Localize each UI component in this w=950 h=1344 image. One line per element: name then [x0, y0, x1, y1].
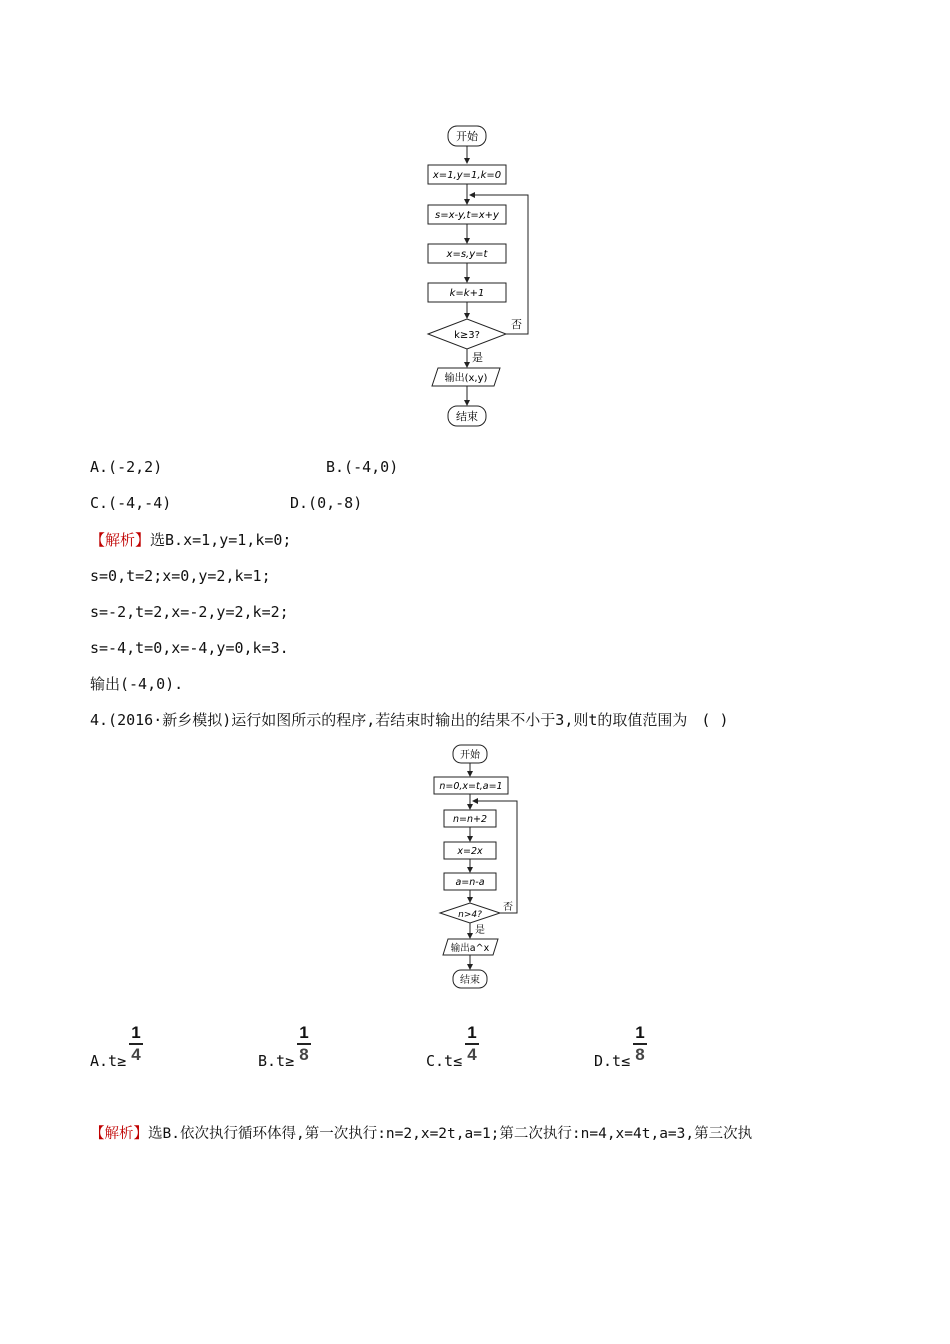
q4-option-b-fraction — [297, 1024, 311, 1064]
flowchart-output-text: 输出(x,y) — [444, 373, 488, 384]
fraction-numerator: 1 — [467, 1023, 477, 1042]
solution-text: 选B.x=1,y=1,k=0; — [150, 531, 292, 549]
q4-answer-bracket: ( ) — [701, 711, 729, 729]
flowchart-end-text: 结束 — [460, 975, 480, 986]
solution-tag: 【解析】 — [90, 1126, 148, 1142]
flowchart-yes-label: 是 — [472, 351, 483, 364]
fraction-denominator: 8 — [635, 1045, 645, 1064]
flowchart-step3-text: a=n-a — [455, 877, 485, 888]
flowchart-output-text: 输出a^x — [450, 943, 490, 954]
fraction-denominator: 8 — [299, 1045, 309, 1064]
q3-option-c: C.(-4,-4) — [90, 494, 172, 512]
fraction-denominator: 4 — [467, 1045, 477, 1064]
flowchart-end-text: 结束 — [456, 410, 478, 423]
q4-solution — [90, 1124, 752, 1144]
q3-option-b: B.(-4,0) — [326, 458, 399, 476]
flowchart-step1-text: n=n+2 — [452, 814, 488, 825]
q4-stem-text: 4.(2016·新乡模拟)运行如图所示的程序,若结束时输出的结果不小于3,则t的取值范围为 — [90, 711, 688, 729]
flowchart-2 — [420, 740, 530, 990]
flowchart-yes-label: 是 — [475, 925, 485, 936]
flowchart-no-label: 否 — [511, 318, 522, 331]
flowchart-step2-text: x=2x — [457, 846, 483, 857]
flowchart-init-text: x=1,y=1,k=0 — [432, 170, 502, 181]
q3-option-d: D.(0,-8) — [290, 494, 363, 512]
flowchart-start-text: 开始 — [460, 750, 480, 761]
fraction-numerator: 1 — [299, 1023, 309, 1042]
flowchart-1 — [400, 118, 560, 434]
q4-option-c: C.t≤ — [426, 1052, 463, 1070]
q3-solution-line4: s=-4,t=0,x=-4,y=0,k=3. — [90, 639, 289, 657]
flowchart-step2-text: x=s,y=t — [446, 249, 488, 260]
q3-solution-line3: s=-2,t=2,x=-2,y=2,k=2; — [90, 603, 289, 621]
q3-solution-line5: 输出(-4,0). — [90, 675, 184, 693]
q4-option-a: A.t≥ — [90, 1052, 127, 1070]
fraction-denominator: 4 — [131, 1045, 141, 1064]
fraction-numerator: 1 — [635, 1023, 645, 1042]
q3-solution-line1 — [90, 530, 291, 550]
q4-option-d: D.t≤ — [594, 1052, 631, 1070]
flowchart-decision-text: k≥3? — [454, 330, 480, 341]
flowchart-step3-text: k=k+1 — [449, 288, 485, 299]
q4-option-b: B.t≥ — [258, 1052, 295, 1070]
q4-option-c-fraction — [465, 1024, 479, 1064]
fraction-numerator: 1 — [131, 1023, 141, 1042]
flowchart-no-label: 否 — [503, 902, 513, 913]
flowchart-init-text: n=0,x=t,a=1 — [439, 781, 503, 792]
flowchart-decision-text: n>4? — [458, 910, 482, 920]
q4-option-d-fraction — [633, 1024, 647, 1064]
q4-stem — [90, 710, 729, 730]
q4-option-a-fraction — [129, 1024, 143, 1064]
q3-option-a: A.(-2,2) — [90, 458, 163, 476]
q3-solution-line2: s=0,t=2;x=0,y=2,k=1; — [90, 567, 271, 585]
solution-tag: 【解析】 — [90, 531, 151, 549]
flowchart-step1-text: s=x-y,t=x+y — [435, 210, 499, 221]
flowchart-start-text: 开始 — [456, 130, 478, 143]
solution-text: 选B.依次执行循环体得,第一次执行:n=2,x=2t,a=1;第二次执行:n=4,x=4t,a=3,第三次执 — [148, 1126, 753, 1142]
